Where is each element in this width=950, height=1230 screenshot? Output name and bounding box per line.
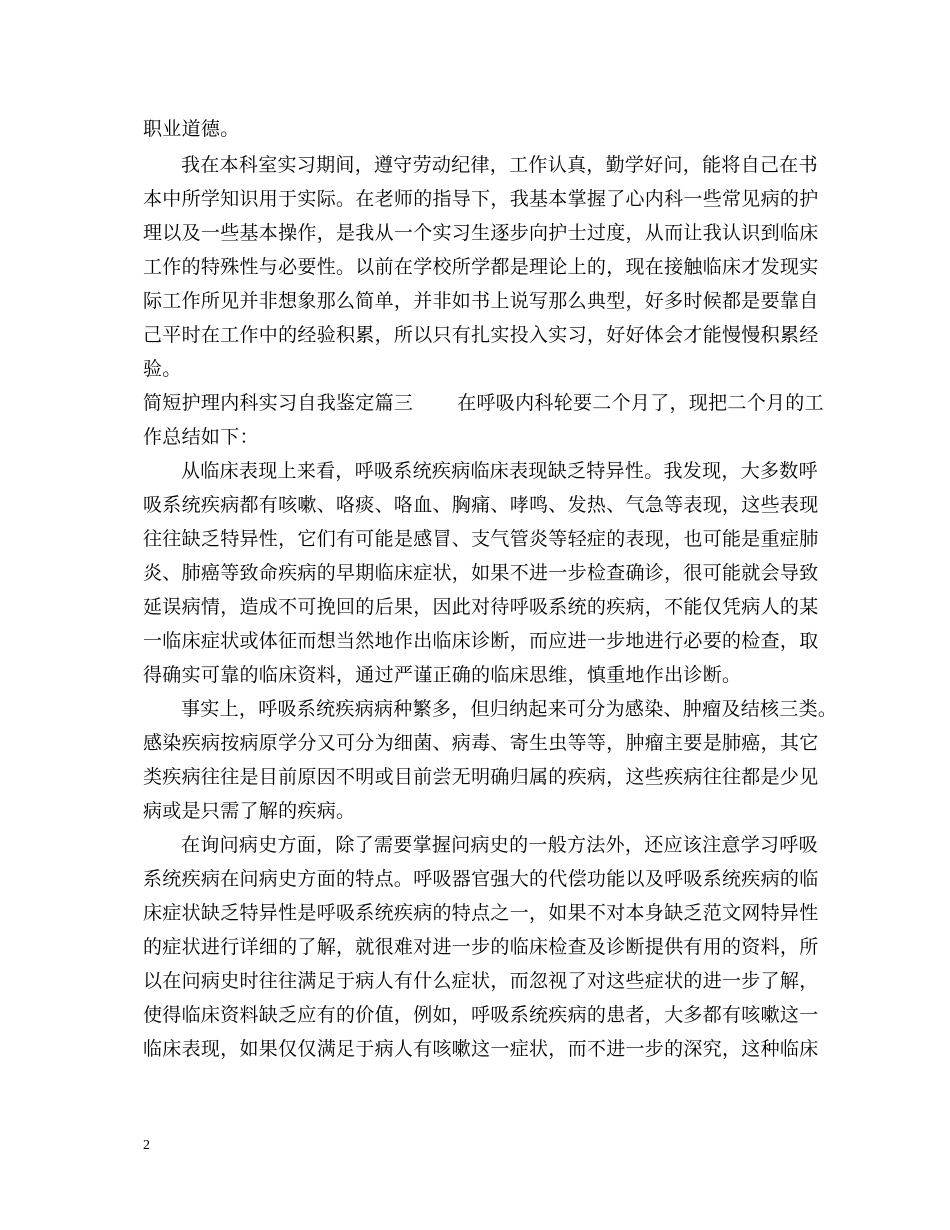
paragraph-line: 的症状进行详细的了解，就很难对进一步的临床检查及诊断提供有用的资料，所 — [143, 936, 819, 958]
paragraph-line: 工作的特殊性与必要性。以前在学校所学都是理论上的，现在接触临床才发现实 — [143, 256, 819, 278]
paragraph-line: 以在问病史时往往满足于病人有什么症状，而忽视了对这些症状的进一步了解， — [143, 970, 819, 992]
paragraph-line: 从临床表现上来看，呼吸系统疾病临床表现缺乏特异性。我发现，大多数呼 — [181, 460, 818, 482]
paragraph-line: 在询问病史方面，除了需要掌握问病史的一般方法外，还应该注意学习呼吸 — [181, 834, 818, 856]
paragraph-line: 验。 — [143, 358, 182, 380]
paragraph-line: 临床表现，如果仅仅满足于病人有咳嗽这一症状，而不进一步的深究，这种临床 — [143, 1038, 819, 1060]
paragraph-line: 作总结如下： — [143, 426, 259, 448]
paragraph-line: 炎、肺癌等致命疾病的早期临床症状，如果不进一步检查确诊，很可能就会导致 — [143, 562, 819, 584]
paragraph-line: 事实上，呼吸系统疾病病种繁多，但归纳起来可分为感染、肿瘤及结核三类。 — [181, 698, 838, 720]
paragraph-line: 本中所学知识用于实际。在老师的指导下，我基本掌握了心内科一些常见病的护 — [143, 188, 819, 210]
paragraph-line: 我在本科室实习期间，遵守劳动纪律，工作认真，勤学好问，能将自己在书 — [181, 154, 818, 176]
paragraph-line: 感染疾病按病原学分又可分为细菌、病毒、寄生虫等等，肿瘤主要是肺癌，其它 — [143, 732, 819, 754]
paragraph-line: 类疾病往往是目前原因不明或目前尝无明确归属的疾病，这些疾病往往都是少见 — [143, 766, 819, 788]
paragraph-line: 际工作所见并非想象那么简单，并非如书上说写那么典型，好多时候都是要靠自 — [143, 290, 819, 312]
section-intro: 在呼吸内科轮要二个月了，现把二个月的工 — [457, 392, 824, 414]
paragraph-line: 己平时在工作中的经验积累，所以只有扎实投入实习，好好体会才能慢慢积累经 — [143, 324, 819, 346]
paragraph-line: 理以及一些基本操作，是我从一个实习生逐步向护士过度，从而让我认识到临床 — [143, 222, 819, 244]
paragraph-line: 床症状缺乏特异性是呼吸系统疾病的特点之一，如果不对本身缺乏范文网特异性 — [143, 902, 819, 924]
section-title: 简短护理内科实习自我鉴定篇三 — [143, 392, 414, 414]
paragraph-line: 延误病情，造成不可挽回的后果，因此对待呼吸系统的疾病，不能仅凭病人的某 — [143, 596, 819, 618]
paragraph-line: 职业道德。 — [143, 118, 240, 140]
paragraph-line: 得确实可靠的临床资料，通过严谨正确的临床思维，慎重地作出诊断。 — [143, 664, 742, 686]
paragraph-line: 系统疾病在问病史方面的特点。呼吸器官强大的代偿功能以及呼吸系统疾病的临 — [143, 868, 819, 890]
paragraph-line: 一临床症状或体征而想当然地作出临床诊断，而应进一步地进行必要的检查，取 — [143, 630, 819, 652]
paragraph-line: 病或是只需了解的疾病。 — [143, 800, 356, 822]
paragraph-line: 往往缺乏特异性，它们有可能是感冒、支气管炎等轻症的表现，也可能是重症肺 — [143, 528, 819, 550]
paragraph-line: 使得临床资料缺乏应有的价值，例如，呼吸系统疾病的患者，大多都有咳嗽这一 — [143, 1004, 819, 1026]
page-number: 2 — [143, 1138, 150, 1153]
paragraph-line: 吸系统疾病都有咳嗽、咯痰、咯血、胸痛、哮鸣、发热、气急等表现，这些表现 — [143, 494, 819, 516]
section-heading-line — [143, 391, 824, 415]
